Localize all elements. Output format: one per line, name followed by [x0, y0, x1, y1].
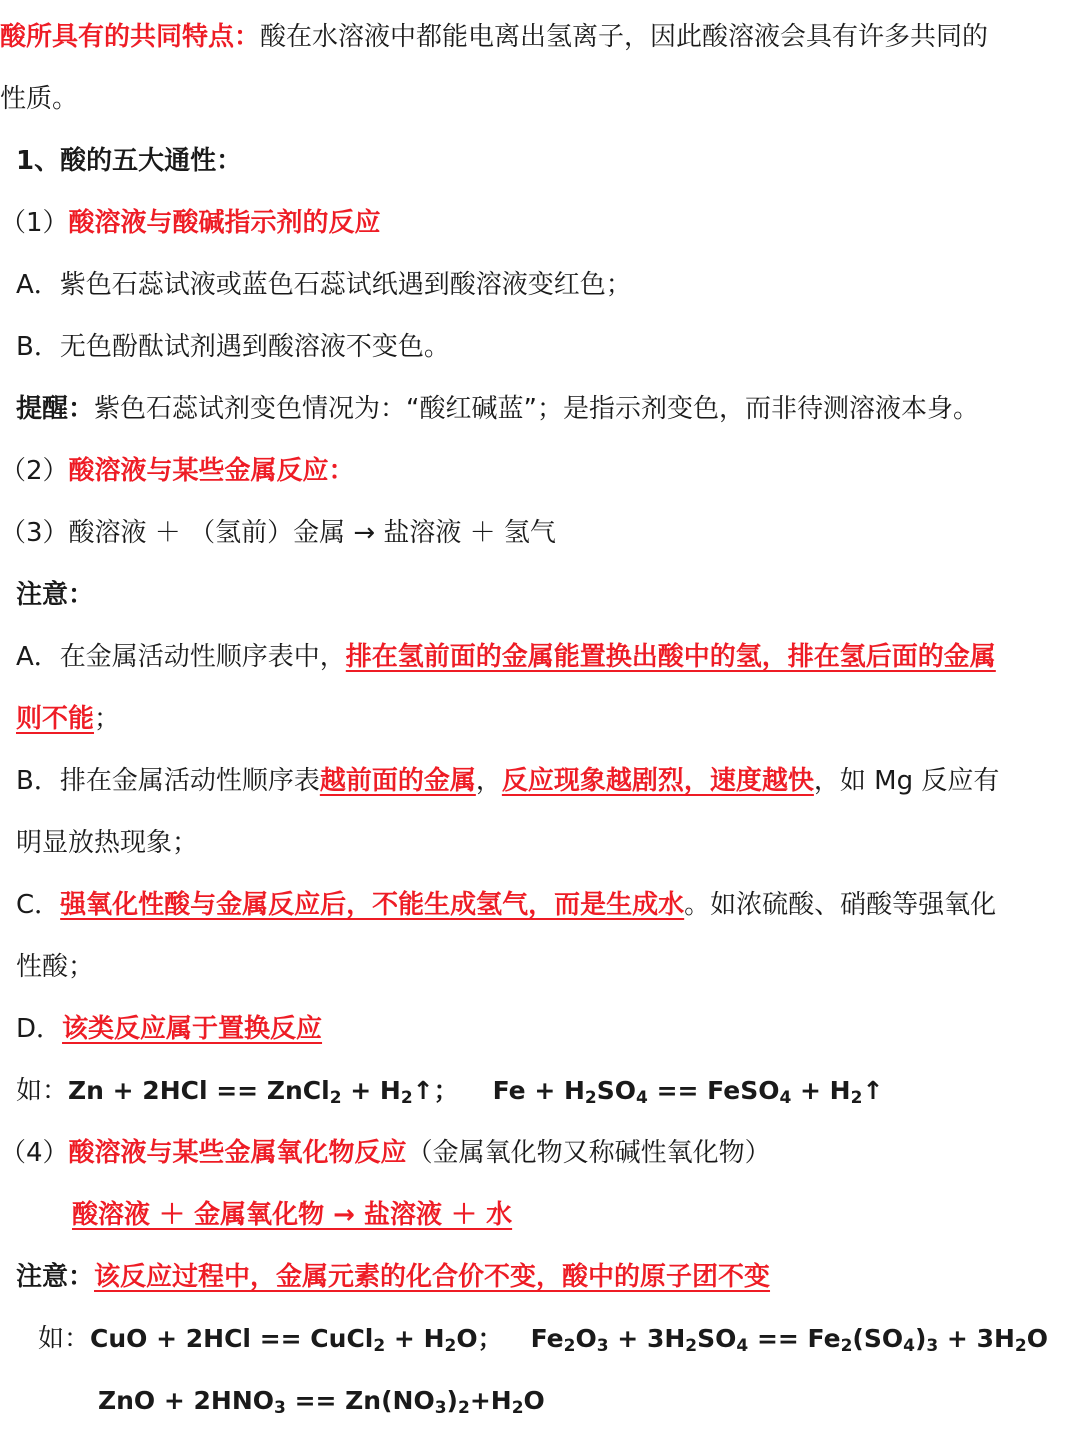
note-1-c-line-2	[16, 942, 94, 992]
note-1-c-red: 强氧化性酸与金属反应后，不能生成氢气，而是生成水	[60, 890, 685, 920]
note-1-b-suffix: ，如 Mg 反应有	[813, 766, 1000, 796]
note-1-d-prefix: D．	[16, 1014, 63, 1044]
point-3-formula-text: 酸溶液 ＋ （氢前）金属 → 盐溶液 ＋ 氢气	[68, 518, 556, 548]
note-1-c-line-2-text: 性酸；	[16, 952, 95, 982]
note-1-b-line-1	[16, 756, 999, 806]
point-1-a	[16, 260, 632, 310]
example-1-label: 如：	[16, 1076, 69, 1106]
note-1-a-prefix: A．在金属活动性顺序表中，	[16, 642, 346, 672]
point-1-a-text: A．紫色石蕊试液或蓝色石蕊试纸遇到酸溶液变红色；	[16, 270, 632, 300]
point-2-heading	[0, 446, 355, 496]
intro-line-1	[0, 12, 988, 62]
point-3-num: （3）	[0, 518, 69, 548]
tip-label: 提醒：	[16, 394, 95, 424]
equation-cuo-hcl: CuO + 2HCl == CuCl$_2$ + $H_2O$；	[90, 1324, 503, 1356]
point-1-title: 酸溶液与酸碱指示剂的反应	[68, 208, 381, 238]
note-1-d-red: 该类反应属于置换反应	[62, 1014, 323, 1044]
note-1-b-red-2: 反应现象越剧烈，速度越快	[501, 766, 814, 796]
point-2-title: 酸溶液与某些金属反应：	[68, 456, 355, 486]
note-2-red: 该反应过程中，金属元素的化合价不变，酸中的原子团不变	[94, 1262, 771, 1292]
equation-fe-h2so4: $Fe + H_2SO_4$ == FeSO$_4$ + $H_2↑$	[492, 1076, 884, 1108]
tip	[16, 384, 979, 434]
note-2	[16, 1252, 770, 1302]
point-4-heading	[0, 1128, 771, 1178]
point-3-formula	[0, 508, 556, 558]
intro-text: 酸在水溶液中都能电离出氢离子，因此酸溶液会具有许多共同的	[260, 22, 989, 52]
point-1-b	[16, 322, 450, 372]
intro-text-2: 性质。	[0, 84, 79, 114]
point-1-heading	[0, 198, 381, 248]
example-2-label: 如：	[38, 1324, 91, 1354]
point-2-num: （2）	[0, 456, 69, 486]
note-1-c-prefix: C．	[16, 890, 61, 920]
example-2-line-1	[38, 1314, 1048, 1364]
note-1-b-line-2-text: 明显放热现象；	[16, 828, 199, 858]
note-1-label-text: 注意：	[16, 580, 95, 610]
section-title	[16, 136, 242, 186]
equation-zno-hno3: ZnO + $2HNO_3 == Zn(NO_3)_2+H_2O$	[98, 1386, 545, 1418]
note-1-b-prefix: B．排在金属活动性顺序表	[16, 766, 320, 796]
note-1-d	[16, 1004, 322, 1054]
note-1-b-line-2	[16, 818, 198, 868]
point-4-title: 酸溶液与某些金属氧化物反应	[68, 1138, 407, 1168]
intro-heading: 酸所具有的共同特点：	[0, 22, 261, 52]
point-4-formula-text: 酸溶液 ＋ 金属氧化物 → 盐溶液 ＋ 水	[72, 1200, 513, 1230]
note-1-b-red-1: 越前面的金属	[319, 766, 476, 796]
point-4-note: （金属氧化物又称碱性氧化物）	[406, 1138, 771, 1168]
note-1-a-end: ；	[94, 704, 121, 734]
equation-fe2o3-h2so4: $Fe_2O_3 + 3H_2SO_4 == Fe_2(SO_4)_3 + 3H_2O$	[530, 1324, 1049, 1356]
note-1-a-red-2: 则不能	[16, 704, 95, 734]
note-1-c-line-1	[16, 880, 996, 930]
point-4-num: （4）	[0, 1138, 69, 1168]
note-1-a-line-2	[16, 694, 120, 744]
example-1	[16, 1066, 883, 1116]
note-1-b-sep: ，	[475, 766, 502, 796]
point-1-b-text: B．无色酚酞试剂遇到酸溶液不变色。	[16, 332, 450, 362]
note-1-label	[16, 570, 94, 620]
note-1-a-line-1	[16, 632, 996, 682]
intro-line-2	[0, 74, 78, 124]
section-title-text: 1、酸的五大通性：	[16, 146, 243, 176]
example-2-line-2	[98, 1376, 545, 1426]
point-4-formula	[72, 1190, 512, 1240]
equation-zn-hcl: Zn + 2HCl == ZnCl$_2$ + $H_2↑$；	[68, 1076, 459, 1108]
tip-text: 紫色石蕊试剂变色情况为：“酸红碱蓝”；是指示剂变色，而非待测溶液本身。	[94, 394, 979, 424]
note-1-a-red-1: 排在氢前面的金属能置换出酸中的氢，排在氢后面的金属	[345, 642, 996, 672]
note-2-label: 注意：	[16, 1262, 95, 1292]
point-1-num: （1）	[0, 208, 69, 238]
note-1-c-suffix: 。如浓硫酸、硝酸等强氧化	[684, 890, 997, 920]
